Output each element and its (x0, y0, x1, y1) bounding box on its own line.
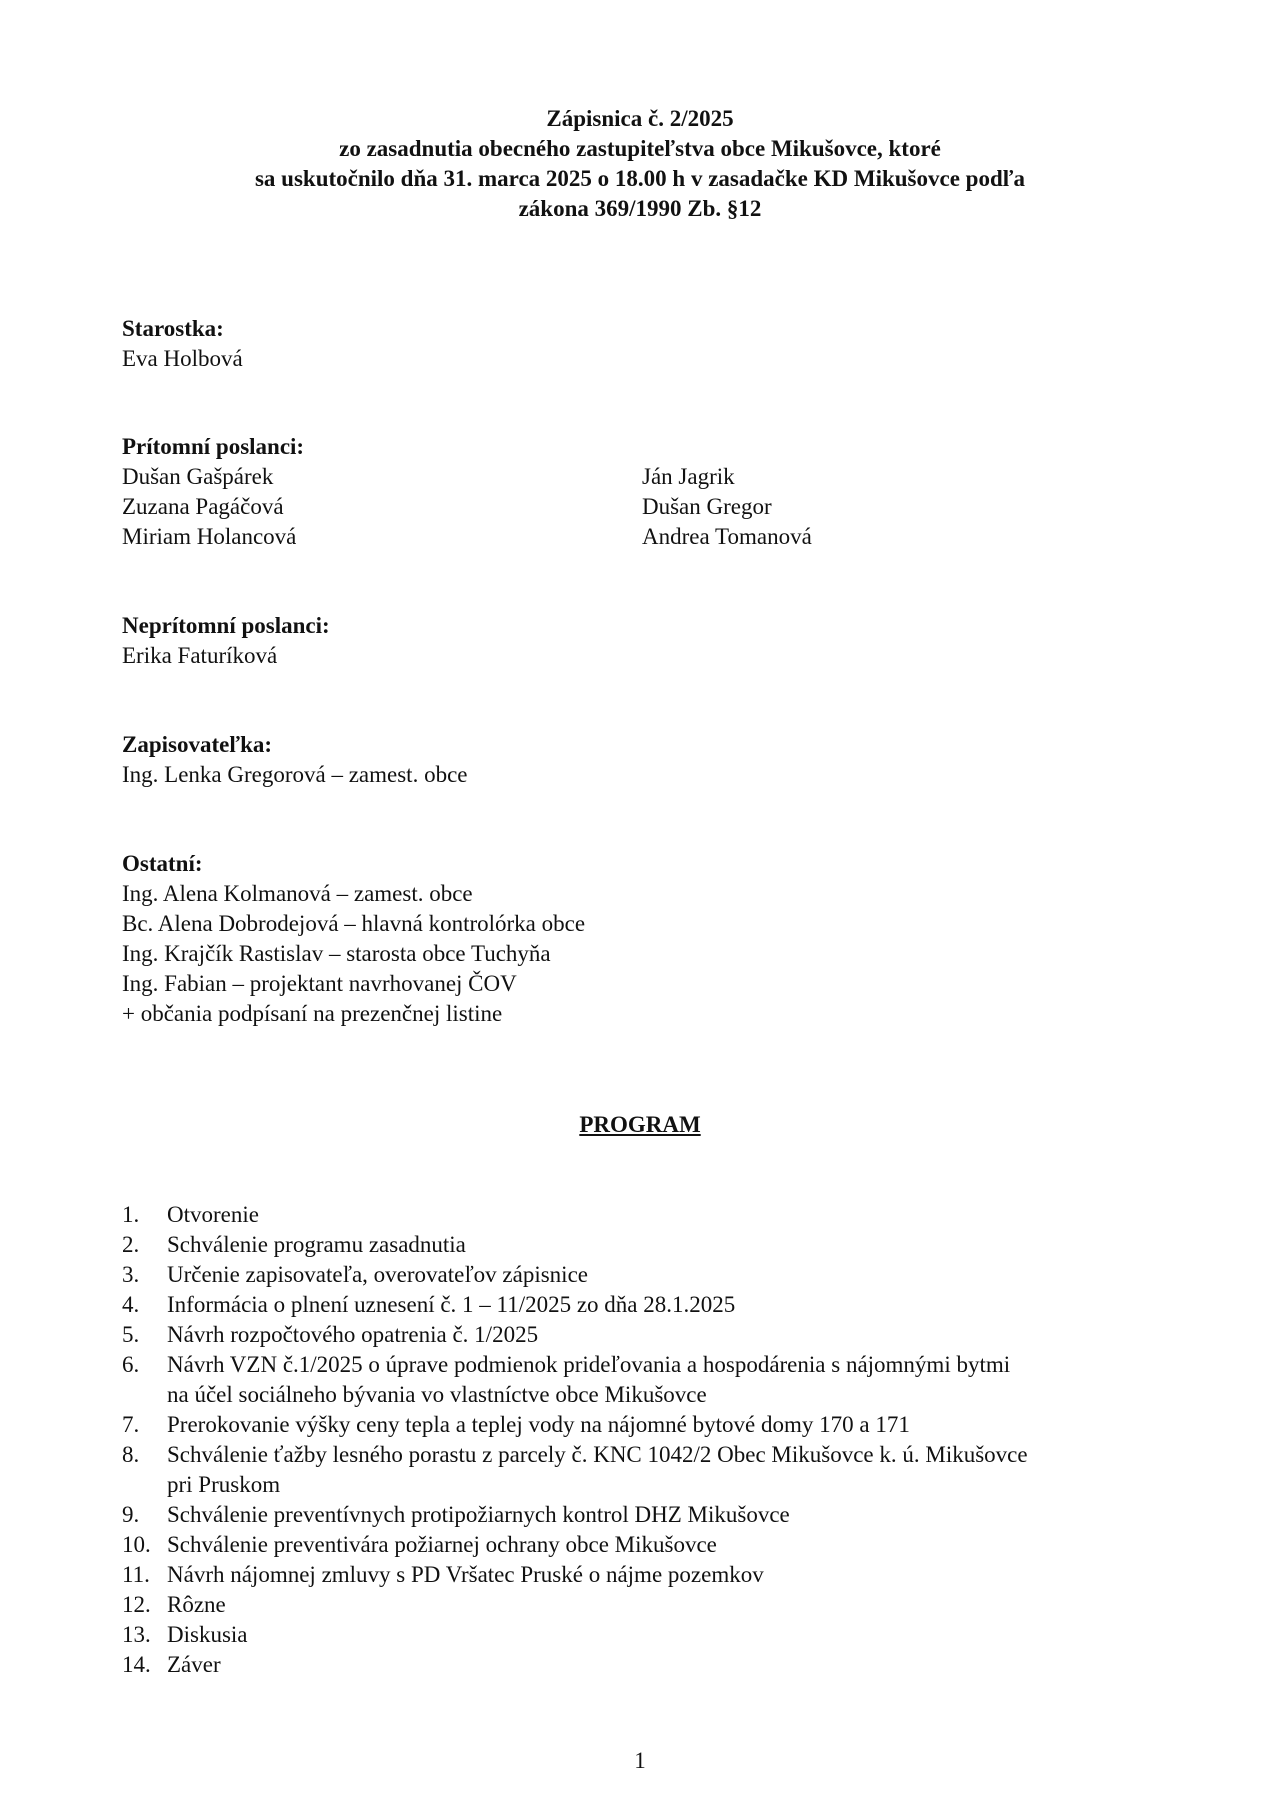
program-item-line: Návrh nájomnej zmluvy s PD Vršatec Pruské o nájme pozemkov (167, 1562, 764, 1587)
present-member: Dušan Gregor (642, 494, 772, 519)
program-item (122, 1620, 1162, 1650)
program-item-number: 14. (122, 1652, 151, 1677)
program-item-text (167, 1410, 1162, 1440)
absent-section (122, 611, 1162, 671)
program-item (122, 1410, 1162, 1440)
program-item-text (167, 1320, 1162, 1350)
document-header (0, 104, 1280, 224)
present-member: Dušan Gašpárek (122, 464, 274, 489)
program-list (122, 1200, 1162, 1680)
program-item-text (167, 1530, 1162, 1560)
header-title: Zápisnica č. 2/2025 (546, 106, 734, 131)
header-line: zákona 369/1990 Zb. §12 (518, 196, 762, 221)
program-item-text (167, 1290, 1162, 1320)
absent-label: Neprítomní poslanci: (122, 613, 330, 638)
program-item (122, 1560, 1162, 1590)
program-item-number: 2. (122, 1232, 140, 1257)
others-item: Ing. Alena Kolmanová – zamest. obce (122, 881, 473, 906)
program-item (122, 1200, 1162, 1230)
program-item (122, 1650, 1162, 1680)
program-item-line: pri Pruskom (167, 1472, 281, 1497)
present-member: Zuzana Pagáčová (122, 494, 284, 519)
program-item-line: Schválenie ťažby lesného porastu z parcely č. KNC 1042/2 Obec Mikušovce k. ú. Mikušovce (167, 1442, 1028, 1467)
program-item-text (167, 1230, 1162, 1260)
program-item-line: Záver (167, 1652, 221, 1677)
recorder-section (122, 730, 1162, 790)
program-item-text (167, 1500, 1162, 1530)
program-item-text (167, 1650, 1162, 1680)
program-item-number: 6. (122, 1352, 140, 1377)
present-right-column (642, 462, 1162, 552)
program-item-number: 3. (122, 1262, 140, 1287)
program-title: PROGRAM (579, 1112, 701, 1137)
program-item (122, 1290, 1162, 1320)
header-line: sa uskutočnilo dňa 31. marca 2025 o 18.00 h v zasadačke KD Mikušovce podľa (254, 166, 1026, 191)
recorder-name: Ing. Lenka Gregorová – zamest. obce (122, 762, 468, 787)
mayor-name: Eva Holbová (122, 346, 243, 371)
program-item-number: 7. (122, 1412, 140, 1437)
program-item-line: Schválenie programu zasadnutia (167, 1232, 466, 1257)
program-item-line: Informácia o plnení uznesení č. 1 – 11/2025 zo dňa 28.1.2025 (167, 1292, 736, 1317)
mayor-label: Starostka: (122, 316, 224, 341)
program-item-number: 4. (122, 1292, 140, 1317)
present-member: Miriam Holancová (122, 524, 297, 549)
present-label: Prítomní poslanci: (122, 434, 305, 459)
program-item (122, 1440, 1162, 1500)
present-section (122, 432, 1162, 552)
program-item (122, 1530, 1162, 1560)
program-item (122, 1590, 1162, 1620)
program-item-text (167, 1260, 1162, 1290)
program-item (122, 1230, 1162, 1260)
program-item-line: Schválenie preventívnych protipožiarnych kontrol DHZ Mikušovce (167, 1502, 790, 1527)
recorder-label: Zapisovateľka: (122, 732, 273, 757)
program-item-number: 9. (122, 1502, 140, 1527)
program-item (122, 1500, 1162, 1530)
program-item-number: 8. (122, 1442, 140, 1467)
program-item-line: na účel sociálneho bývania vo vlastníctve obce Mikušovce (167, 1382, 707, 1407)
program-item-text (167, 1200, 1162, 1230)
program-item-text (167, 1440, 1162, 1500)
others-item: Bc. Alena Dobrodejová – hlavná kontrolórka obce (122, 911, 586, 936)
program-item-line: Diskusia (167, 1622, 248, 1647)
present-member: Ján Jagrik (642, 464, 735, 489)
program-item-line: Prerokovanie výšky ceny tepla a teplej vody na nájomné bytové domy 170 a 171 (167, 1412, 910, 1437)
others-label: Ostatní: (122, 851, 203, 876)
present-left-column (122, 462, 642, 552)
program-item-text (167, 1350, 1162, 1410)
page-number: 1 (634, 1748, 646, 1773)
program-item-line: Návrh rozpočtového opatrenia č. 1/2025 (167, 1322, 539, 1347)
program-item-line: Schválenie preventivára požiarnej ochrany obce Mikušovce (167, 1532, 717, 1557)
program-item-line: Návrh VZN č.1/2025 o úprave podmienok prideľovania a hospodárenia s nájomnými bytmi (167, 1352, 1011, 1377)
program-item-number: 10. (122, 1532, 151, 1557)
program-item-line: Otvorenie (167, 1202, 259, 1227)
program-item-line: Rôzne (167, 1592, 226, 1617)
program-item-number: 12. (122, 1592, 151, 1617)
mayor-section (122, 314, 1162, 374)
program-item (122, 1350, 1162, 1410)
program-item (122, 1260, 1162, 1290)
others-section (122, 849, 1162, 1029)
present-columns (122, 462, 1162, 552)
present-member: Andrea Tomanová (642, 524, 812, 549)
program-item-line: Určenie zapisovateľa, overovateľov zápisnice (167, 1262, 588, 1287)
others-item: Ing. Fabian – projektant navrhovanej ČOV (122, 971, 517, 996)
program-item-text (167, 1560, 1162, 1590)
header-line: zo zasadnutia obecného zastupiteľstva obce Mikušovce, ktoré (339, 136, 941, 161)
program-item-text (167, 1590, 1162, 1620)
others-item: + občania podpísaní na prezenčnej listine (122, 1001, 503, 1026)
program-item (122, 1320, 1162, 1350)
program-item-number: 5. (122, 1322, 140, 1347)
absent-name: Erika Faturíková (122, 643, 278, 668)
program-item-text (167, 1620, 1162, 1650)
program-item-number: 11. (122, 1562, 150, 1587)
program-item-number: 1. (122, 1202, 140, 1227)
others-item: Ing. Krajčík Rastislav – starosta obce Tuchyňa (122, 941, 551, 966)
program-item-number: 13. (122, 1622, 151, 1647)
